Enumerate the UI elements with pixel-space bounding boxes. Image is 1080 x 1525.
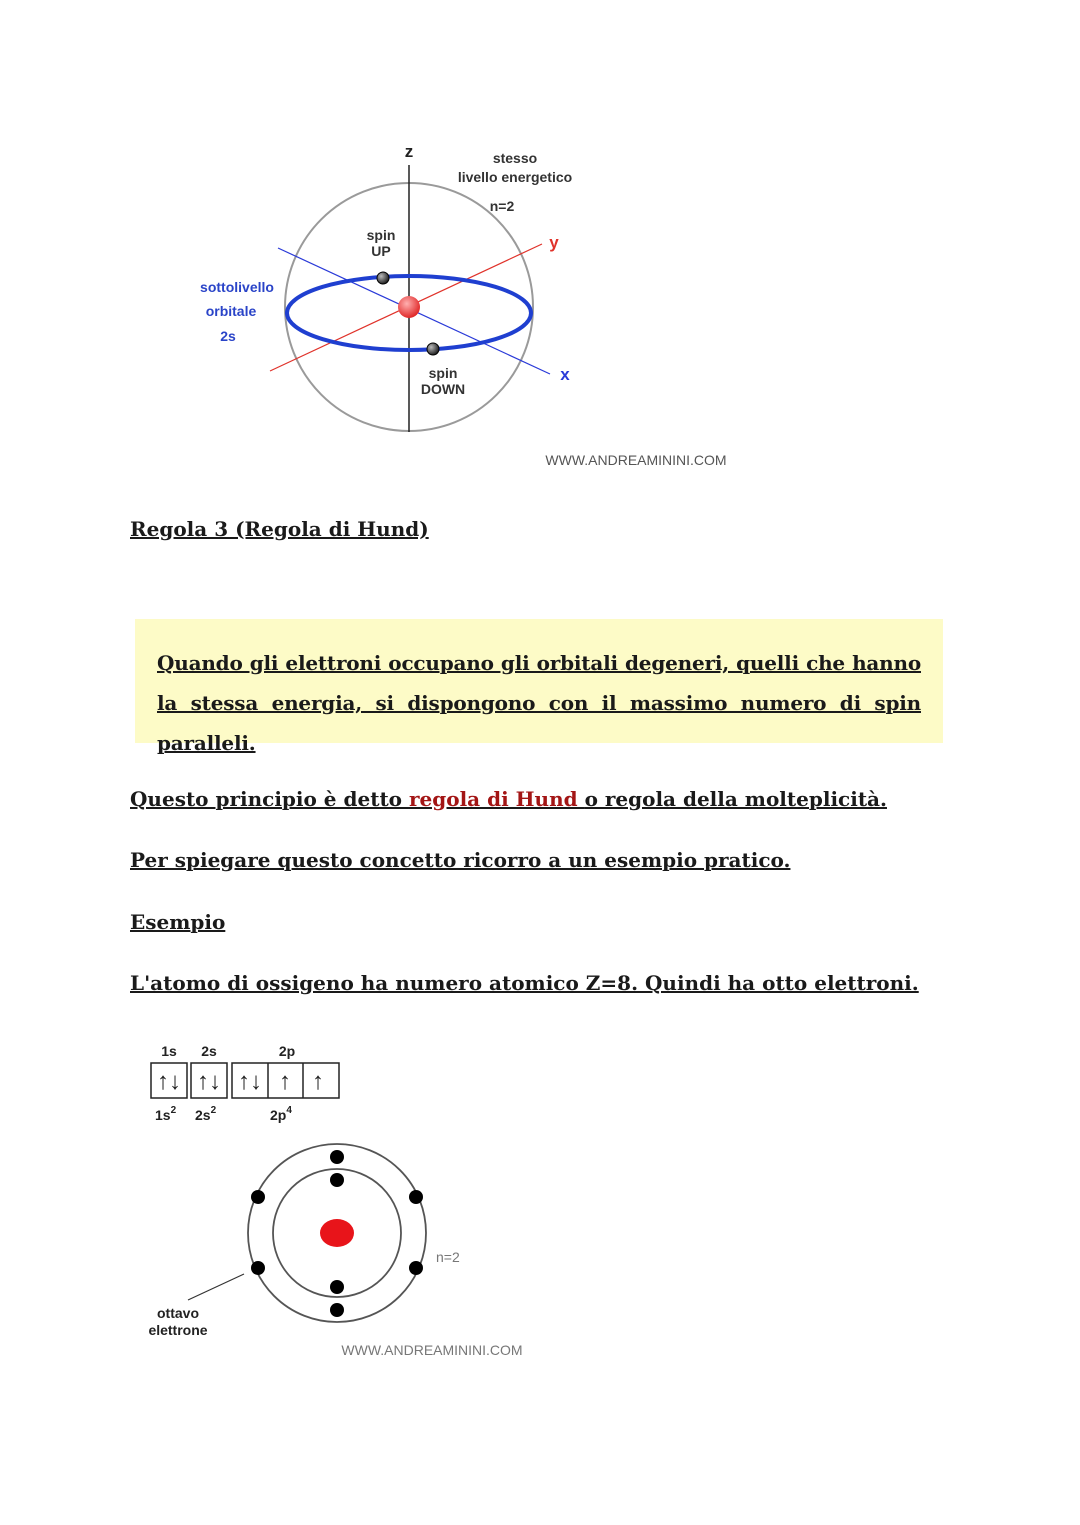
electron-outer-top-right <box>409 1190 423 1204</box>
example-label: Esempio <box>130 910 226 934</box>
paragraph-principle-after: o regola della molteplicità. <box>584 787 887 811</box>
eighth-electron-pointer <box>188 1274 244 1300</box>
section-heading: Regola 3 (Regola di Hund) <box>130 517 429 541</box>
electron-arrows-2px: ↑↓ <box>238 1068 262 1095</box>
electron-outer-bottom-right <box>409 1261 423 1275</box>
electron-arrows-2py: ↑ <box>279 1068 291 1095</box>
electron-eighth <box>251 1261 265 1275</box>
watermark: WWW.ANDREAMININI.COM <box>341 1342 523 1358</box>
spin-up-label-line1: spin <box>366 227 396 243</box>
paragraph-principle <box>130 787 887 811</box>
z-axis-label: z <box>404 142 414 161</box>
paragraph-explain: Per spiegare questo concetto ricorro a un esempio pratico. <box>130 848 791 872</box>
sublevel-label-line3: 2s <box>220 328 236 344</box>
orbital-label-1s: 1s <box>161 1043 177 1059</box>
electron-spin-down <box>427 343 439 355</box>
eighth-electron-label-line1: ottavo <box>157 1305 199 1321</box>
oxygen-nucleus <box>320 1219 354 1247</box>
electron-arrows-1s: ↑↓ <box>157 1068 181 1095</box>
rule-callout-text: Quando gli elettroni occupano gli orbitali degeneri, quelli che hanno la stessa energia, si dispongono con il massimo numero di spin paralleli. <box>157 651 921 755</box>
config-2s-base: 2s <box>195 1107 211 1123</box>
shell-label: n=2 <box>436 1249 460 1265</box>
electron-inner-bottom <box>330 1280 344 1294</box>
level-label-line2: livello energetico <box>457 169 573 185</box>
electron-outer-top-left <box>251 1190 265 1204</box>
hund-rule-link[interactable]: regola di Hund <box>408 787 585 811</box>
config-1s-base: 1s <box>155 1107 171 1123</box>
config-1s <box>155 1105 177 1123</box>
config-2s-exp: 2 <box>210 1105 217 1116</box>
config-2p-base: 2p <box>270 1107 287 1123</box>
nucleus <box>398 296 420 318</box>
orbital-2s-diagram <box>180 135 760 480</box>
orbital-label-2s: 2s <box>201 1043 217 1059</box>
x-axis-label: x <box>560 365 570 384</box>
spin-down-label-line2: DOWN <box>420 381 466 397</box>
paragraph-oxygen: L'atomo di ossigeno ha numero atomico Z=8. Quindi ha otto elettroni. <box>130 971 919 995</box>
paragraph-principle-before: Questo principio è detto <box>130 787 409 811</box>
electron-arrows-2pz: ↑ <box>312 1068 324 1095</box>
sublevel-label-line1: sottolivello <box>200 279 274 295</box>
spin-up-label-line2: UP <box>371 243 391 259</box>
config-2p-exp: 4 <box>286 1105 292 1116</box>
level-label-line1: stesso <box>492 150 538 166</box>
rule-callout <box>135 619 943 755</box>
sublevel-label-line2: orbitale <box>205 303 257 319</box>
spin-down-label-line1: spin <box>428 365 458 381</box>
config-2s <box>195 1105 217 1123</box>
electron-outer-bottom <box>330 1303 344 1317</box>
config-2p <box>270 1105 292 1123</box>
config-1s-exp: 2 <box>170 1105 177 1116</box>
y-axis-label: y <box>549 233 559 252</box>
eighth-electron-label-line2: elettrone <box>148 1322 208 1338</box>
watermark: WWW.ANDREAMININI.COM <box>545 452 727 468</box>
electron-arrows-2s: ↑↓ <box>197 1068 221 1095</box>
level-n-label: n=2 <box>489 198 515 214</box>
electron-outer-top <box>330 1150 344 1164</box>
electron-inner-top <box>330 1173 344 1187</box>
orbital-label-2p: 2p <box>278 1043 296 1059</box>
electron-spin-up <box>377 272 389 284</box>
oxygen-configuration-diagram <box>130 1035 550 1365</box>
